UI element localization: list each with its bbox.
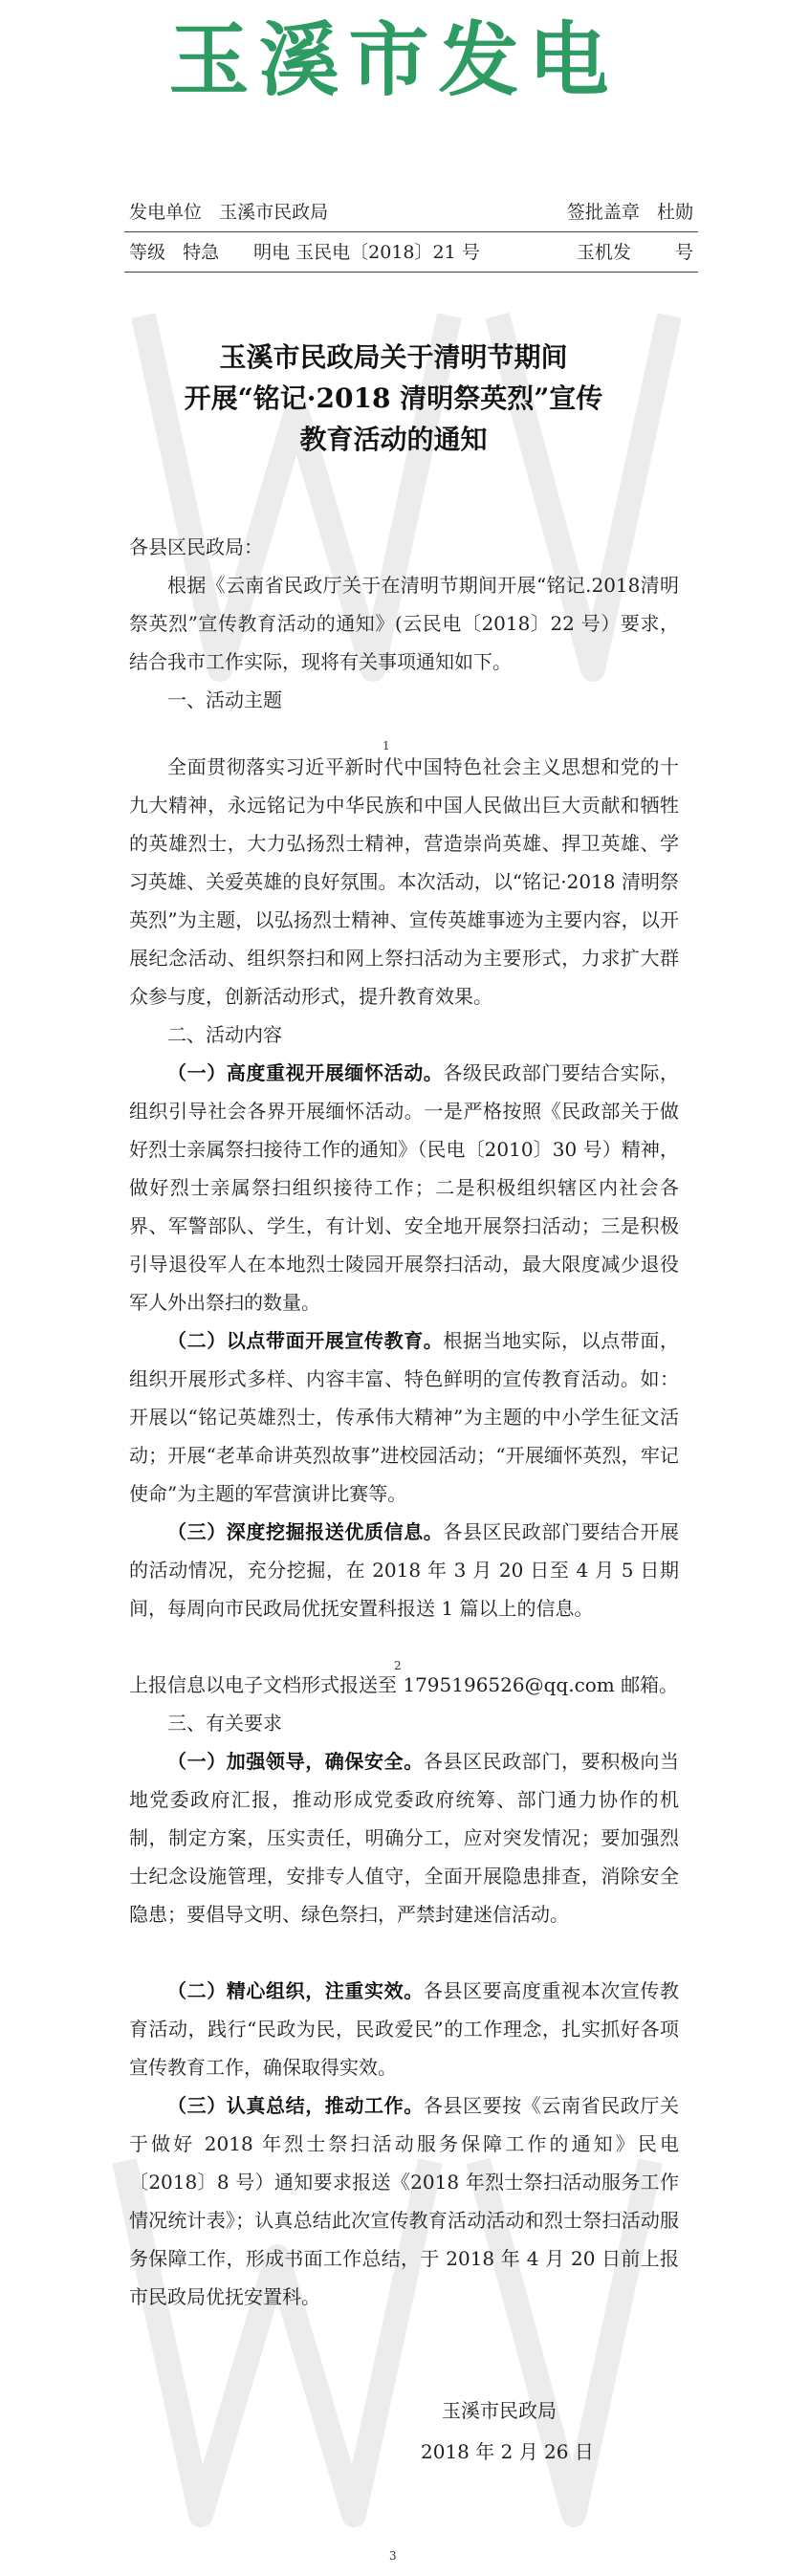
level-label: 等级 (129, 242, 166, 263)
section-2-item-3-continued: 上报信息以电子文档形式报送至 1795196526@qq.com 邮箱。 (129, 1673, 679, 1696)
section-3-item-3 (129, 2086, 679, 2316)
section-3-title: 三、有关要求 (167, 1712, 282, 1735)
section-3-item-2 (129, 1972, 679, 2086)
document-title-banner: 玉溪市发电 (168, 13, 619, 107)
section-2-title: 二、活动内容 (167, 1023, 282, 1046)
header-rule-1 (124, 231, 698, 232)
section-3-item-1-heading: （一）加强领导，确保安全。 (167, 1750, 424, 1773)
section-2-item-1-text: 各级民政部门要结合实际，组织引导社会各界开展缅怀活动。一是严格按照《民政部关于做好烈士亲属祭扫接待工作的通知》（民电〔2010〕30 号）精神，做好烈士亲属祭扫组织接待工作；二是积极组织辖区内社会各界、军警部队、学生，有计划、安全地开展祭扫活动；三是积极引导退役军人在本地烈士陵园开展祭扫活动，最大限度减少退役军人外出祭扫的数量。 (129, 1061, 680, 1314)
section-1-title: 一、活动主题 (167, 688, 282, 711)
signature-date: 2018 年 2 月 26 日 (421, 2440, 594, 2463)
signature-org: 玉溪市民政局 (442, 2399, 557, 2422)
header-rule-2 (124, 272, 698, 273)
section-2-item-3-text: 各县区民政部门要结合开展的活动情况，充分挖掘，在 2018 年 3 月 20 日至 4 月 5 日期间，每周向市民政局优抚安置科报送 1 篇以上的信息。 (129, 1520, 680, 1620)
section-2-item-3-heading: （三）深度挖掘报送优质信息。 (167, 1520, 444, 1543)
signer-value: 杜勋 (656, 202, 693, 223)
sender-row (129, 201, 693, 224)
headline-line-3: 教育活动的通知 (299, 424, 488, 455)
signer-label: 签批盖章 (566, 202, 640, 223)
section-2-item-2 (129, 1321, 679, 1513)
section-3-item-3-heading: （三）认真总结，推动工作。 (167, 2094, 424, 2117)
page-number: 3 (389, 2549, 397, 2563)
level-value: 特急 (183, 242, 220, 263)
sender-value: 玉溪市民政局 (219, 202, 329, 223)
page-mark-2: 2 (394, 1659, 402, 1672)
signer-group (567, 201, 693, 224)
section-1-body: 全面贯彻落实习近平新时代中国特色社会主义思想和党的十九大精神，永远铭记为中华民族和中国人民做出巨大贡献和牺牲的英雄烈士，大力弘扬烈士精神，营造崇尚英雄、捍卫英雄、学习英雄、关爱英雄的良好氛围。本次活动，以“铭记·2018 清明祭英烈”为主题，以弘扬烈士精神、宣传英雄事迹为主要内容，以开展纪念活动、组织祭扫和网上祭扫活动为主要形式，力求扩大群众参与度，创新活动形式，提升教育效果。 (129, 755, 679, 1008)
headline-line-1: 玉溪市民政局关于清明节期间 (219, 341, 568, 373)
machine-label: 玉机发 (576, 242, 631, 263)
section-3-item-2-text: 各县区要高度重视本次宣传教育活动，践行“民政为民，民政爱民”的工作理念，扎实抓好各项宣传教育工作，确保取得实效。 (129, 1979, 680, 2079)
section-3-item-2-heading: （二）精心组织，注重实效。 (167, 1979, 424, 2002)
section-2-item-2-heading: （二）以点带面开展宣传教育。 (167, 1329, 444, 1352)
sender-label: 发电单位 (129, 202, 203, 223)
intro-paragraph: 根据《云南省民政厅关于在清明节期间开展“铭记.2018清明祭英烈”宣传教育活动的通知》(云民电〔2018〕22 号）要求，结合我市工作实际，现将有关事项通知如下。 (129, 574, 679, 673)
section-2-item-3 (129, 1513, 679, 1627)
section-3-item-3-text: 各县区要按《云南省民政厅关于做好 2018 年烈士祭扫活动服务保障工作的通知》民电〔2018〕8 号）通知要求报送《2018 年烈士祭扫活动服务工作情况统计表》；认真总结此次宣传教育活动活动和烈士祭扫活动服务保障工作，形成书面工作总结，于 2018 年 4 月 20 日前上报市民政局优抚安置科。 (129, 2094, 680, 2308)
section-2-item-1 (129, 1054, 679, 1321)
document-number: 明电 玉民电〔2018〕21 号 (253, 242, 480, 263)
level-row (129, 241, 693, 264)
machine-number (577, 241, 693, 264)
section-2-item-1-heading: （一）高度重视开展缅怀活动。 (167, 1061, 444, 1084)
page-mark-1: 1 (383, 739, 390, 753)
machine-suffix: 号 (674, 242, 693, 263)
section-2-item-2-text: 根据当地实际，以点带面，组织开展形式多样、内容丰富、特色鲜明的宣传教育活动。如：开展以“铭记英雄烈士，传承伟大精神”为主题的中小学生征文活动；开展“老革命讲英烈故事”进校园活动；“开展缅怀英烈，牢记使命”为主题的军营演讲比赛等。 (129, 1329, 680, 1505)
salutation: 各县区民政局： (129, 535, 263, 558)
section-3-item-1-text: 各县区民政部门，要积极向当地党委政府汇报，推动形成党委政府统筹、部门通力协作的机制，制定方案，压实责任，明确分工，应对突发情况；要加强烈士纪念设施管理，安排专人值守，全面开展隐患排查，消除安全隐患；要倡导文明、绿色祭扫，严禁封建迷信活动。 (129, 1750, 680, 1926)
headline-line-2: 开展“铭记·2018 清明祭英烈”宣传 (184, 382, 603, 414)
section-3-item-1 (129, 1742, 679, 1933)
